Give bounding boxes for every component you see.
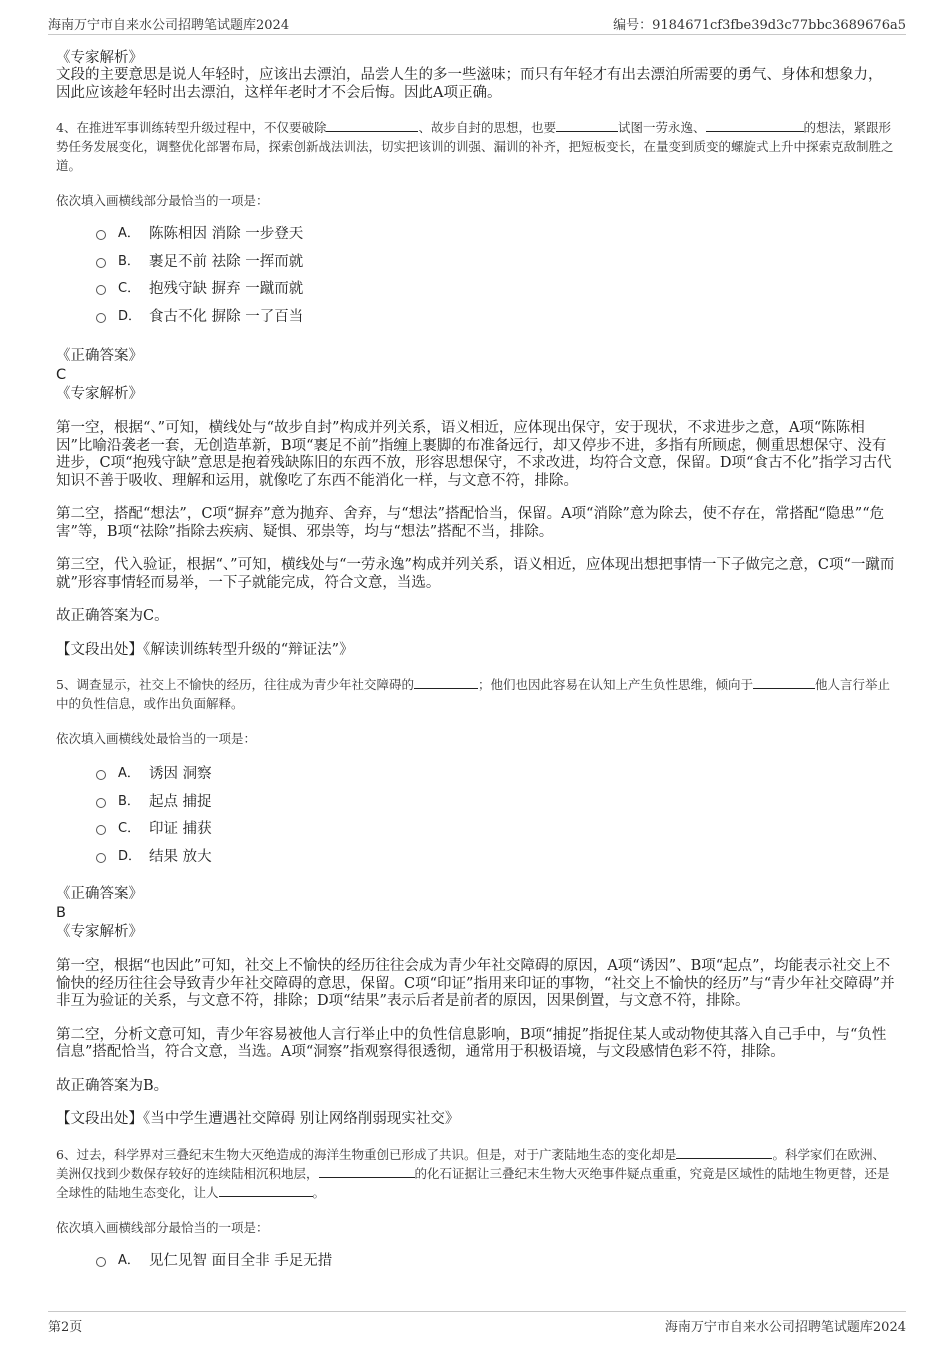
q6-blank-2 (319, 1165, 415, 1178)
radio-icon[interactable] (96, 853, 106, 863)
q6-option-a[interactable]: A． 见仁见智 面目全非 手足无措 (96, 1251, 896, 1279)
radio-icon[interactable] (96, 258, 106, 268)
q5-option-c[interactable]: C． 印证 捕获 (96, 819, 896, 847)
q4-analysis-1: 第一空，根据“、”可知，横线处与“故步自封”构成并列关系，语义相近，应体现出保守，安于现状，不求进步之意，A项“陈陈相因”比喻沿袭老一套，无创造革新，B项“裹足不前”指缠上裹脚的布准备远行，却又停步不进，多指有所顾虑，侧重思想保守、没有进步，C项“抱残守缺”意思是抱着残缺陈旧的东西不放，形容思想保守，不求改进，均符合文意，保留。D项“食古不化”指学习古代知识不善于吸收、理解和运用，就像吃了东西不能消化一样，与文意不符，排除。 (56, 420, 892, 489)
q4-source-text: 《解读训练转型升级的“辩证法”》 (143, 641, 354, 658)
q5-source (56, 1111, 896, 1129)
q6-stem-p2: 。科学家们在欧洲、美洲仅找到少数保存较好的连续陆相沉积地层， (56, 1146, 885, 1181)
q4-blank-2 (556, 119, 618, 132)
q4-options (96, 224, 896, 334)
q4-option-b[interactable]: B． 裹足不前 祛除 一挥而就 (96, 252, 896, 280)
radio-icon[interactable] (96, 285, 106, 295)
q5-option-d[interactable]: D． 结果 放大 (96, 847, 896, 875)
q5-stem-p2: ；他们也因此容易在认知上产生负性思维，倾向于 (477, 677, 753, 692)
q4-analysis-2: 第二空，搭配“想法”，C项“摒弃”意为抛弃、舍弃，与“想法”搭配恰当，保留。A项“消除”意为除去，使不存在，常搭配“隐患”“危害”等，B项“祛除”指除去疾病、疑惧、邪祟等，均与“想法”搭配不当，排除。 (56, 506, 885, 540)
q6-stem-p1: 6、过去，科学界对三叠纪末生物大灭绝造成的海洋生物重创已形成了共识。但是，对于广袤陆地生态的变化却是 (56, 1146, 677, 1162)
q5-analysis-2: 第二空，分析文意可知，青少年容易被他人言行举止中的负性信息影响，B项“捕捉”指捉住某人或动物使其落入自己手中，与“负性信息”搭配恰当，符合文意，当选。A项“洞察”指观察得很透彻，通常用于积极语境，与文段感情色彩不符，排除。 (56, 1026, 887, 1060)
q5-source-text: 《当中学生遭遇社交障碍 别让网络削弱现实社交》 (143, 1111, 460, 1127)
q6-blank-1 (676, 1146, 772, 1159)
q4-analysis-label: 《专家解析》 (56, 386, 143, 402)
page-header (48, 12, 906, 35)
q5-analysis-1: 第一空，根据“也因此”可知，社交上不愉快的经历往往会成为青少年社交障碍的原因，A项“诱因”、B项“起点”，均能表示社交上不愉快的经历往往会导致青少年社交障碍的意思，保留。C项“印证”指用来印证的事物，“社交上不愉快的经历”与“青少年社交障碍”并非互为验证的关系，与文意不符，排除；D项“结果”表示后者是前者的原因，因果倒置，与文意不符，排除。 (56, 958, 895, 1009)
q4-stem-p4: 的想法，紧跟形势任务发展变化，调整优化部署布局，探索创新战法训法，切实把该训的训强、漏训的补齐，把短板变长，在量变到质变的螺旋式上升中探索克敌制胜之道。 (56, 120, 894, 173)
q4-option-a[interactable]: A． 陈陈相因 消除 一步登天 (96, 224, 896, 252)
q4-analysis-4: 故正确答案为C。 (56, 608, 169, 624)
q5-analysis-label: 《专家解析》 (56, 924, 143, 940)
q5-blank-2 (753, 676, 815, 689)
q5-blank-1 (414, 676, 478, 689)
q4-answer: C (56, 367, 67, 383)
q5-answer-label: 《正确答案》 (56, 886, 143, 902)
q5-answer: B (56, 905, 66, 921)
q4-blank-3 (706, 119, 804, 132)
q5-options (96, 764, 896, 874)
q6-stem (56, 1145, 896, 1202)
q5-option-b[interactable]: B． 起点 捕捉 (96, 792, 896, 820)
q4-option-d[interactable]: D． 食古不化 摒除 一了百当 (96, 307, 896, 335)
q5-stem-p3: 他人言行举止中的负性信息，或作出负面解释。 (56, 677, 890, 711)
q5-source-label: 【文段出处】 (56, 1111, 143, 1127)
radio-icon[interactable] (96, 1257, 106, 1267)
q6-stem-p3: 的化石证据让三叠纪末生物大灭绝事件疑点重重，究竟是区域性的陆地生物更替，还是全球性的陆地生态变化，让人 (56, 1165, 890, 1200)
q6-instruction: 依次填入画横线部分最恰当的一项是： (56, 1219, 269, 1235)
footer-title: 海南万宁市自来水公司招聘笔试题库2024 (664, 1320, 906, 1335)
radio-icon[interactable] (96, 825, 106, 835)
q3-analysis-text: 文段的主要意思是说人年轻时，应该出去漂泊，品尝人生的多一些滋味；而只有年轻才有出去漂泊所需要的勇气、身体和想象力，因此应该趁年轻时出去漂泊，这样年老时才不会后悔。因此A项正确。 (56, 67, 883, 101)
radio-icon[interactable] (96, 313, 106, 323)
q5-stem-p1: 5、调查显示，社交上不愉快的经历，往往成为青少年社交障碍的 (56, 677, 414, 692)
page-number: 第2页 (48, 1320, 83, 1335)
q6-options (96, 1251, 896, 1279)
q4-stem-p3: 试图一劳永逸、 (617, 120, 706, 135)
q4-source (56, 642, 896, 660)
radio-icon[interactable] (96, 230, 106, 240)
q4-stem-p1: 4、在推进军事训练转型升级过程中，不仅要破除 (56, 120, 327, 135)
q4-instruction: 依次填入画横线部分最恰当的一项是： (56, 193, 269, 208)
q5-instruction: 依次填入画横线处最恰当的一项是： (56, 731, 257, 746)
q3-analysis-label: 《专家解析》 (56, 50, 143, 66)
q4-stem-p2: 、故步自封的思想，也要 (418, 120, 556, 135)
q5-stem (56, 675, 896, 713)
q4-source-label: 【文段出处】 (56, 641, 143, 658)
page-footer (48, 1311, 906, 1334)
q4-stem (56, 118, 896, 175)
q4-analysis-3: 第三空，代入验证，根据“、”可知，横线处与“一劳永逸”构成并列关系，语义相近，应体现出想把事情一下子做完之意，C项“一蹴而就”形容事情轻而易举，一下子就能完成，符合文意，当选。 (56, 557, 895, 591)
q6-blank-3 (219, 1184, 313, 1197)
radio-icon[interactable] (96, 798, 106, 808)
header-code: 编号：9184671cf3fbe39d3c77bbc3689676a5 (613, 18, 906, 33)
radio-icon[interactable] (96, 770, 106, 780)
q5-analysis-3: 故正确答案为B。 (56, 1077, 169, 1094)
q4-blank-1 (326, 119, 418, 132)
q4-option-c[interactable]: C． 抱残守缺 摒弃 一蹴而就 (96, 279, 896, 307)
q5-option-a[interactable]: A． 诱因 洞察 (96, 764, 896, 792)
header-title: 海南万宁市自来水公司招聘笔试题库2024 (48, 18, 290, 33)
page-content (56, 44, 896, 1292)
q6-stem-p4: 。 (312, 1184, 326, 1200)
q4-answer-label: 《正确答案》 (56, 348, 143, 364)
